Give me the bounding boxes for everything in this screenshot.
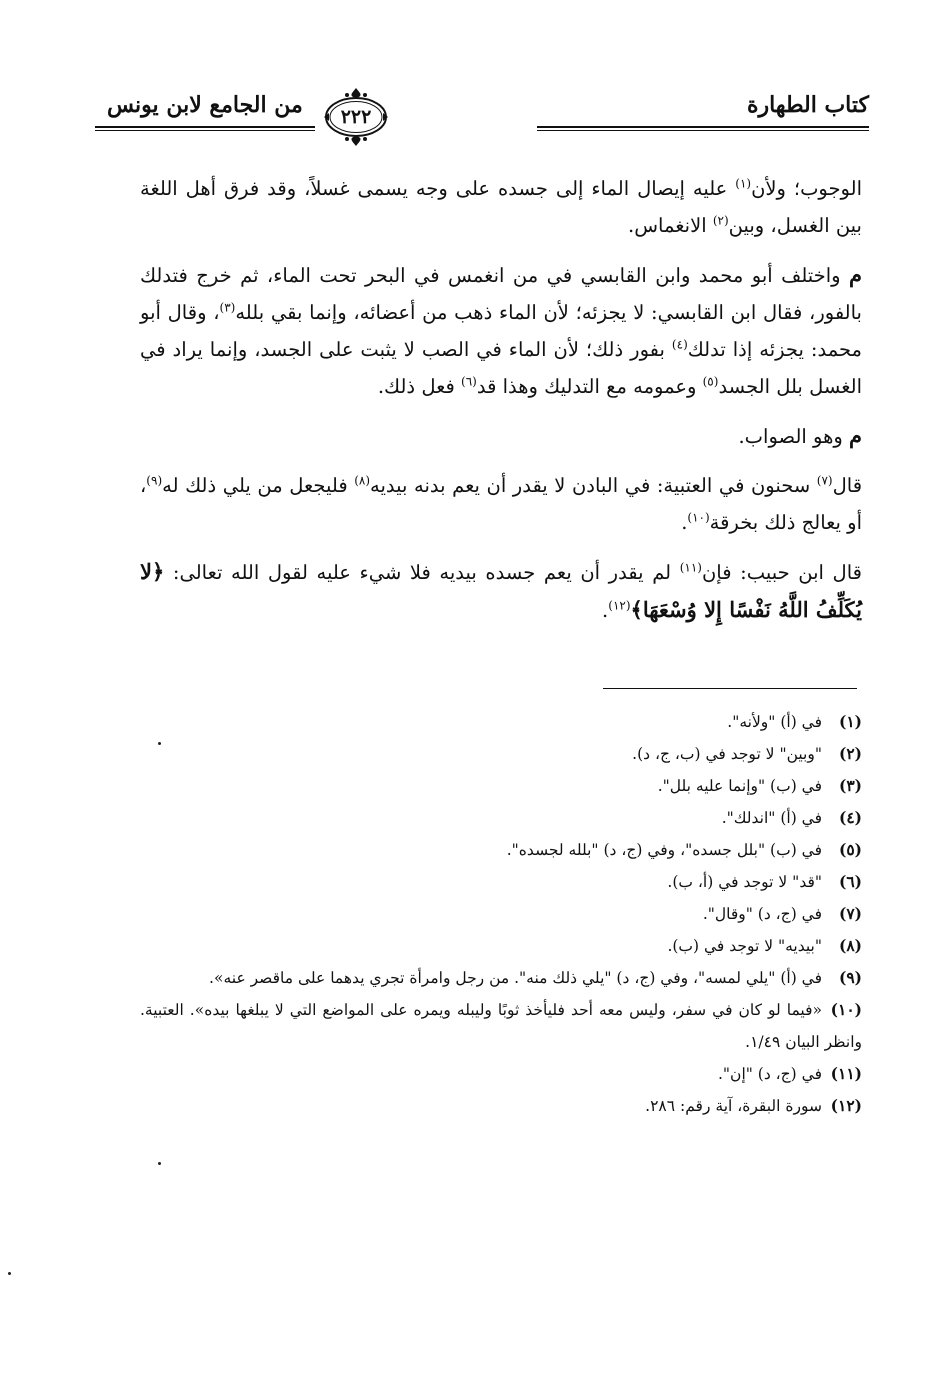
- footnote-text: سورة البقرة، آية رقم: ٢٨٦.: [645, 1097, 822, 1115]
- scan-speck: [158, 742, 161, 745]
- footnote-text: في (ج، د) "وقال".: [702, 905, 822, 923]
- footnote-ref: (١١): [679, 560, 702, 575]
- main-text: [140, 170, 862, 641]
- text-run: قال: [832, 474, 863, 497]
- footnote: [140, 802, 862, 834]
- footnote-text: «فيما لو كان في سفر، وليس معه أحد فليأخذ ثوبًا وليبله ويمره على المواضع التي لا يبلغها بيده». العتبية. وانظر البيان ١/٤٩.: [140, 1001, 862, 1051]
- footnote-text: في (أ) "اندلك".: [721, 809, 822, 827]
- footnote-number: (١١): [830, 1064, 862, 1083]
- header-rule-left-thin: [95, 130, 315, 131]
- footnote-number: (١٢): [830, 1096, 862, 1115]
- book-title: من الجامع لابن يونس: [107, 92, 303, 118]
- footnote-text: "وبين" لا توجد في (ب، ج، د).: [632, 745, 822, 763]
- footnote: [140, 930, 862, 962]
- paragraph-3: [140, 417, 862, 455]
- scan-speck: [8, 1272, 11, 1275]
- footnote-ref: (٨): [354, 473, 371, 488]
- text-run: واختلف أبو محمد وابن القابسي في من انغمس في البحر تحت الماء، ثم خرج فتدلك بالفور، فقال ابن القابسي: لا يجزئه؛ لأن الماء ذهب من أعضائه، وإنما بقي بلله: [140, 264, 862, 324]
- footnotes: [140, 706, 862, 1122]
- text-run: .: [681, 511, 688, 534]
- text-run: وعمومه مع التدليك وهذا قد: [476, 375, 703, 398]
- footnote: [140, 770, 862, 802]
- footnote-ref: (١٠): [687, 510, 710, 525]
- footnote-number: (٧): [838, 904, 862, 923]
- footnote-ref: (٤): [671, 337, 688, 352]
- footnote-ref: (٢): [712, 213, 729, 228]
- footnote-text: "قد" لا توجد في (أ، ب).: [667, 873, 822, 891]
- text-run: الانغماس.: [628, 214, 713, 237]
- footnote-number: (٥): [838, 840, 862, 859]
- footnote: [140, 706, 862, 738]
- footnote-number: (٦): [838, 872, 862, 891]
- footnote-text: في (ب) "وإنما عليه بلل".: [657, 777, 822, 795]
- footnote: [140, 1090, 862, 1122]
- text-run: بفور ذلك؛ لأن الماء في الصب لا يثبت على الجسد، وإنما يراد في الغسل بلل الجسد: [140, 338, 862, 398]
- footnote-ref: (٧): [816, 473, 833, 488]
- footnote: [140, 738, 862, 770]
- footnote-number: (٤): [838, 808, 862, 827]
- paragraph-marker: م: [848, 262, 862, 287]
- text-run: لم يقدر أن يعم جسده بيديه فلا شيء عليه لقول الله تعالى:: [164, 561, 680, 584]
- paragraph-1: [140, 170, 862, 244]
- text-run: الوجوب؛ ولأن: [751, 177, 862, 200]
- text-run: .: [602, 599, 609, 622]
- footnote-number: (٨): [838, 936, 862, 955]
- footnote-ref: (٣): [219, 300, 236, 315]
- paragraph-marker: م: [848, 423, 862, 448]
- footnote: [140, 898, 862, 930]
- footnote-text: "بيديه" لا توجد في (ب).: [667, 937, 822, 955]
- page-number: ٢٢٢: [340, 106, 372, 128]
- footnote-text: في (أ) "يلي لمسه"، وفي (ج، د) "يلي ذلك منه". من رجل وامرأة تجري يدهما على ماقصر عنه».: [209, 969, 822, 987]
- running-header: [95, 86, 869, 132]
- footnote-text: في (ج، د) "إن".: [718, 1065, 822, 1083]
- footnote: [140, 994, 862, 1058]
- footnote: [140, 1058, 862, 1090]
- footnote-ref: (٥): [702, 374, 719, 389]
- footnote-text: في (أ) "ولأنه".: [727, 713, 822, 731]
- footnote-ref: (١٢): [608, 598, 631, 613]
- footnote: [140, 834, 862, 866]
- header-rule-right: [537, 126, 869, 128]
- chapter-title: كتاب الطهارة: [746, 92, 869, 118]
- scan-speck: [158, 1162, 161, 1165]
- header-rule-left: [95, 126, 315, 128]
- footnote-number: (١): [838, 712, 862, 731]
- text-run: فعل ذلك.: [377, 375, 462, 398]
- footnote-text: في (ب) "بلل جسده"، وفي (ج، د) "بلله لجسده".: [506, 841, 822, 859]
- text-run: فليجعل من يلي ذلك له: [162, 474, 355, 497]
- footnote: [140, 962, 862, 994]
- footnote-number: (١٠): [830, 1000, 862, 1019]
- quran-verse: ﴿لا يُكَلِّفُ اللَّهُ نَفْسًا إِلا وُسْعَهَا﴾: [140, 559, 862, 622]
- paragraph-4: [140, 467, 862, 541]
- footnote-number: (٩): [838, 968, 862, 987]
- text-run: وهو الصواب.: [738, 425, 849, 448]
- footnote-number: (٢): [838, 744, 862, 763]
- footnote-separator: [603, 688, 857, 689]
- footnote: [140, 866, 862, 898]
- paragraph-2: [140, 256, 862, 405]
- paragraph-5: [140, 553, 862, 629]
- text-run: عليه إيصال الماء إلى جسده على وجه يسمى غسلاً، وقد فرق أهل اللغة بين الغسل، وبين: [140, 177, 862, 237]
- header-rule-right-thin: [537, 130, 869, 131]
- footnote-ref: (١): [735, 176, 752, 191]
- footnote-number: (٣): [838, 776, 862, 795]
- text-run: سحنون في العتبية: في البادن لا يقدر أن يعم بدنه بيديه: [370, 474, 817, 497]
- footnote-ref: (٩): [146, 473, 163, 488]
- footnote-ref: (٦): [461, 374, 477, 389]
- text-run: ، أو يعالج ذلك بخرقة: [140, 474, 862, 534]
- text-run: ، وقال أبو محمد: يجزئه إذا تدلك: [140, 301, 862, 361]
- page-number-ornament: [321, 86, 391, 148]
- text-run: قال ابن حبيب: فإن: [701, 561, 862, 584]
